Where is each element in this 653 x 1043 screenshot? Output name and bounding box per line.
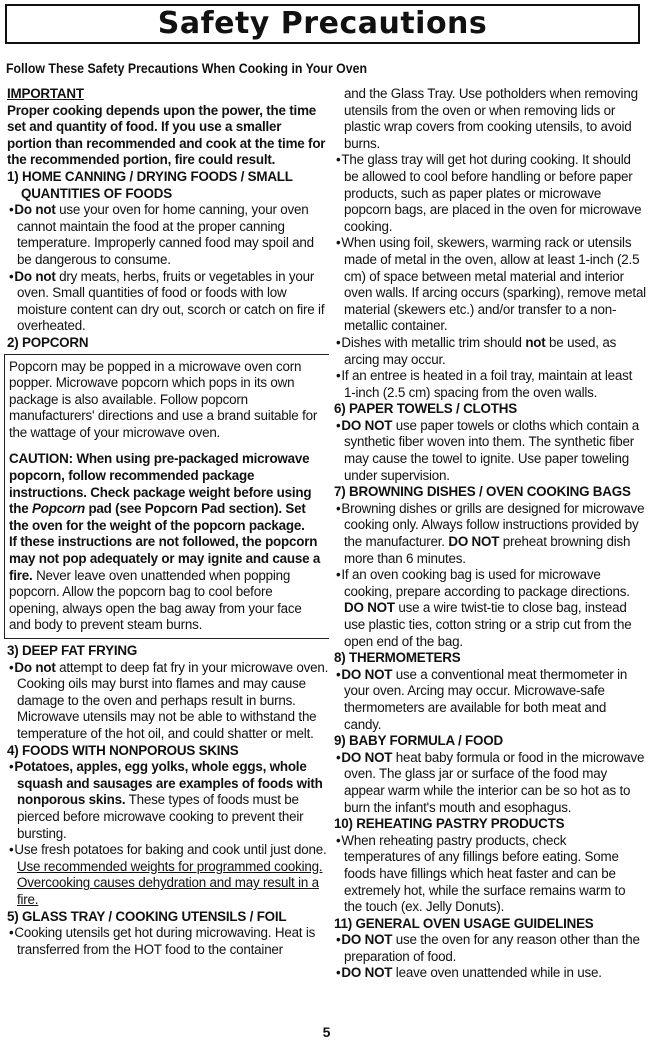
section-5-heading: 5) GLASS TRAY / COOKING UTENSILS / FOIL (7, 908, 287, 924)
section-7-heading: 7) BROWNING DISHES / OVEN COOKING BAGS (334, 484, 631, 500)
page-title: Safety Precautions (157, 6, 488, 41)
section-5-bullet-4: • Dishes with metallic trim should not be used, as arcing may occur. (336, 334, 617, 367)
popcorn-box (4, 354, 329, 640)
page-number: 5 (322, 1024, 331, 1040)
section-1-bullet-1: • Do not use your oven for home canning, your oven cannot maintain the food at the proper canning temperature. Improperly canned food may spoil and be dangerous to consume. (9, 202, 314, 267)
important-heading: IMPORTANT (7, 86, 84, 101)
section-4-heading: 4) FOODS WITH NONPOROUS SKINS (7, 742, 239, 758)
section-5-bullet-1: • Cooking utensils get hot during microwaving. Heat is transferred from the HOT food to the container (9, 925, 316, 957)
section-11-bullet-1: • DO NOT use the oven for any reason other than the preparation of food. (336, 932, 640, 964)
popcorn-text: Popcorn may be popped in a microwave oven corn popper. Microwave popcorn which pops in its own package is also available. Follow popcorn manufacturers' directions and use a brand suitable for the wattage of your microwave oven. (9, 358, 318, 440)
section-6-heading: 6) PAPER TOWELS / CLOTHS (334, 401, 517, 417)
section-1-heading: 1) HOME CANNING / DRYING FOODS / SMALL QUANTITIES OF FOODS (7, 168, 293, 201)
section-8-bullet-1: • DO NOT use a conventional meat thermometer in your oven. Arcing may occur. Microwave-safe thermometers are available for both meat and candy. (336, 666, 628, 732)
section-11-bullet-2: • DO NOT leave oven unattended while in use. (336, 965, 602, 981)
popcorn-warning: If these instructions are not followed, the popcorn may not pop adequately or may ignite and cause a fire. Never leave oven unattended when popping popcorn. Allow the popcorn bag to cool before opening, always open the bag away from your face and body to prevent steam burns. (9, 534, 321, 633)
section-5-bullet-5: • If an entree is heated in a foil tray, maintain at least 1-inch (2.5 cm) spacing from the oven walls. (336, 368, 633, 400)
section-7-bullet-2: • If an oven cooking bag is used for microwave cooking, prepare according to package directions. DO NOT use a wire twist-tie to close bag, instead use plastic ties, cotton string or a strip cut from the open end of the bag. (336, 567, 632, 649)
section-4-bullet-1: • Potatoes, apples, egg yolks, whole eggs, whole squash and sausages are examples of foods with nonporous skins. These types of foods must be pierced before microwave cooking to prevent their bursting. (9, 759, 323, 841)
section-5-bullet-3: • When using foil, skewers, warming rack or utensils made of metal in the oven, allow at least 1-inch (2.5 cm) of space between metal material and interior oven walls. If arcing occurs (sparking), remove metal material (skewers etc.) and/or transfer to a non-metallic container. (336, 235, 646, 334)
page-subtitle: Follow These Safety Precautions When Cooking in Your Oven (6, 60, 367, 76)
section-5-bullet-1-continued: and the Glass Tray. Use potholders when removing utensils from the oven or when removing lids or plastic wrap covers from cooking utensils, to avoid burns. (344, 86, 638, 151)
section-4-bullet-2: • Use fresh potatoes for baking and cook until just done. Use recommended weights for programmed cooking. Overcooking causes dehydration and may result in a fire. (9, 842, 327, 907)
section-8-heading: 8) THERMOMETERS (334, 650, 461, 666)
section-3-bullet-1: • Do not attempt to deep fat fry in your microwave oven. Cooking oils may burst into flames and may cause damage to the oven and perhaps result in burns. Microwave utensils may not be able to withstand the temperature of the hot oil, and could shatter or melt. (9, 659, 329, 741)
left-column (7, 86, 329, 958)
section-2-heading: 2) POPCORN (7, 334, 89, 350)
popcorn-caution: CAUTION: When using pre-packaged microwave popcorn, follow recommended package instructions. Check package weight before using the Popcorn pad (see Popcorn Pad section). Set the oven for the weight of the popcorn package. (9, 451, 312, 533)
section-3-heading: 3) DEEP FAT FRYING (7, 643, 138, 658)
title-box (5, 4, 640, 44)
section-10-bullet-1: • When reheating pastry products, check temperatures of any fillings before eating. Some foods have fillings which heat faster and can be extremely hot, while the surface remains warm to the touch (ex. Jelly Donuts). (336, 832, 626, 915)
section-11-heading: 11) GENERAL OVEN USAGE GUIDELINES (334, 915, 594, 931)
right-column (334, 86, 646, 982)
section-1-bullet-2: • Do not dry meats, herbs, fruits or vegetables in your oven. Small quantities of food or foods with low moisture content can dry out, scorch or catch on fire if overheated. (9, 268, 325, 334)
section-5-bullet-2: • The glass tray will get hot during cooking. It should be allowed to cool before handling or before paper products, such as paper plates or microwave popcorn bags, are placed in the oven for microwave cooking. (336, 152, 642, 234)
section-6-bullet-1: • DO NOT use paper towels or cloths which contain a synthetic fiber woven into them. The synthetic fiber may cause the towel to ignite. Use paper toweling under supervision. (336, 417, 639, 483)
section-9-bullet-1: • DO NOT heat baby formula or food in the microwave oven. The glass jar or surface of the food may appear warm while the interior can be so hot as to burn the infant's mouth and esophagus. (336, 749, 645, 815)
section-9-heading: 9) BABY FORMULA / FOOD (334, 733, 503, 749)
important-text: Proper cooking depends upon the power, the time set and quantity of food. If you use a smaller portion than recommended and cook at the time for the recommended portion, fire could result. (7, 102, 326, 168)
section-10-heading: 10) REHEATING PASTRY PRODUCTS (334, 816, 565, 832)
section-7-bullet-1: • Browning dishes or grills are designed for microwave cooking only. Always follow instructions provided by the manufacturer. DO NOT preheat browning dish more than 6 minutes. (336, 500, 645, 566)
